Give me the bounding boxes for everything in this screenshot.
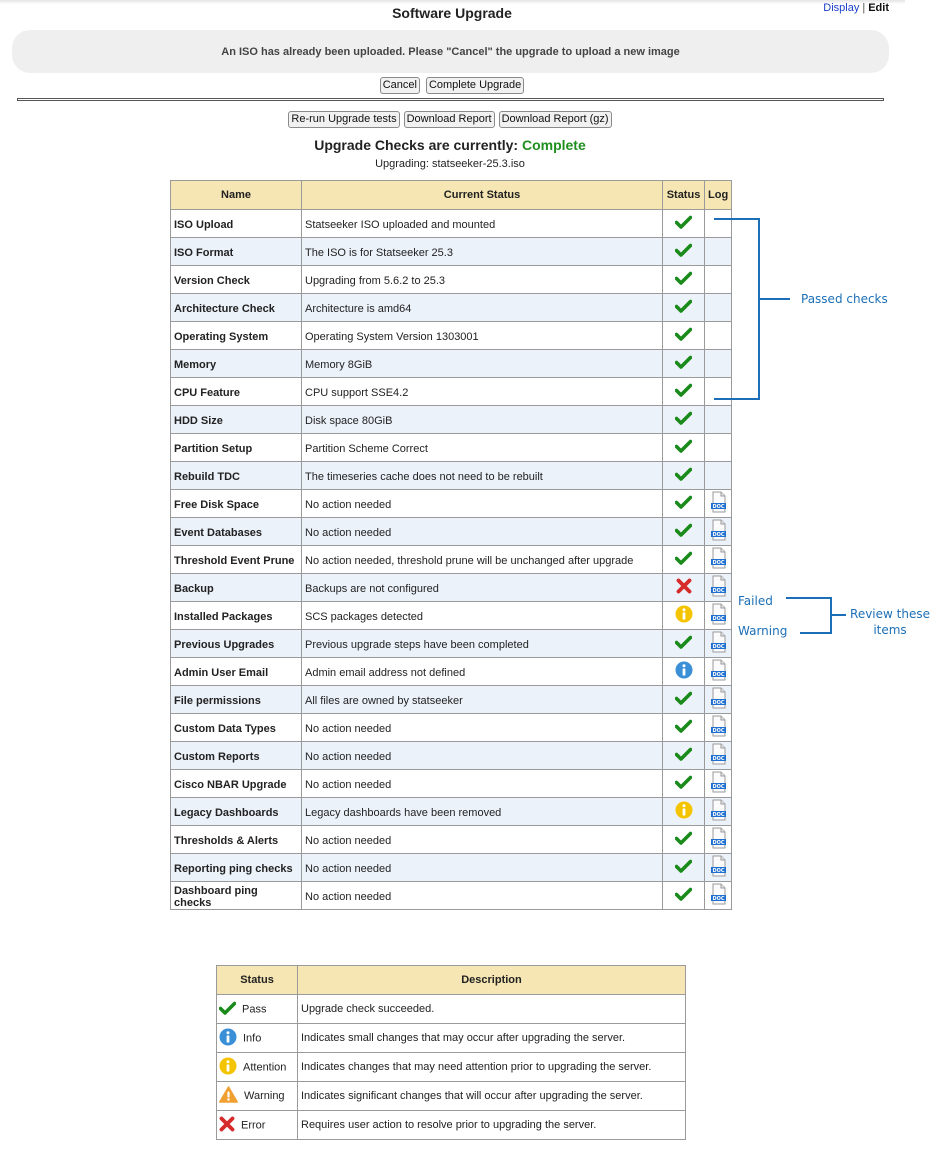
view-links-separator: |	[862, 2, 866, 14]
legend-status-label: Warning	[244, 1089, 285, 1102]
check-current-status: Admin email address not defined	[302, 658, 663, 686]
check-status	[663, 294, 705, 322]
check-status	[663, 798, 705, 826]
legend-status-label: Pass	[242, 1002, 267, 1015]
log-document-icon[interactable]	[710, 715, 727, 740]
top-shadow	[0, 0, 905, 4]
table-row	[171, 462, 732, 490]
check-name: Event Databases	[171, 518, 302, 546]
check-name: HDD Size	[171, 406, 302, 434]
check-status	[663, 238, 705, 266]
check-current-status: No action needed, threshold prune will be unchanged after upgrade	[302, 546, 663, 574]
check-log[interactable]	[705, 574, 732, 602]
legend-status	[217, 1053, 298, 1082]
legend-row	[217, 1053, 686, 1082]
upgrade-actions	[0, 75, 904, 94]
check-log[interactable]	[705, 854, 732, 882]
check-log[interactable]	[705, 882, 732, 910]
check-name: File permissions	[171, 686, 302, 714]
check-name: Threshold Event Prune	[171, 546, 302, 574]
table-header-row	[171, 181, 732, 210]
legend-description: Requires user action to resolve prior to upgrading the server.	[298, 1111, 686, 1140]
status-pass-icon	[675, 467, 692, 484]
svg-text:DOC: DOC	[712, 812, 725, 818]
check-status	[663, 546, 705, 574]
download-report-gz-button[interactable]: Download Report (gz)	[499, 111, 612, 128]
check-name: Installed Packages	[171, 602, 302, 630]
status-pass-icon	[675, 299, 692, 316]
status-pass-icon	[675, 719, 692, 736]
upgrading-iso: Upgrading: statseeker-25.3.iso	[375, 158, 525, 170]
checks-heading-label: Upgrade Checks are currently:	[314, 137, 519, 153]
status-pass-icon	[675, 691, 692, 708]
check-current-status: CPU support SSE4.2	[302, 378, 663, 406]
check-status	[663, 490, 705, 518]
view-mode-links	[823, 2, 889, 14]
checks-state: Complete	[521, 137, 586, 153]
check-log[interactable]	[705, 490, 732, 518]
legend-pass-icon	[219, 1001, 236, 1018]
svg-text:DOC: DOC	[712, 896, 725, 902]
check-current-status: No action needed	[302, 854, 663, 882]
check-current-status: No action needed	[302, 742, 663, 770]
check-status	[663, 826, 705, 854]
status-pass-icon	[675, 747, 692, 764]
table-row	[171, 406, 732, 434]
check-name: Partition Setup	[171, 434, 302, 462]
check-name: Previous Upgrades	[171, 630, 302, 658]
table-row	[171, 294, 732, 322]
check-name: Rebuild TDC	[171, 462, 302, 490]
table-row	[171, 826, 732, 854]
check-current-status: The timeseries cache does not need to be rebuilt	[302, 462, 663, 490]
review-bracket-bottom	[800, 632, 832, 634]
table-row	[171, 686, 732, 714]
passed-bracket-bottom	[714, 398, 760, 400]
legend-status	[217, 1111, 298, 1140]
legend-info-icon	[219, 1028, 237, 1049]
legend-description: Upgrade check succeeded.	[298, 995, 686, 1024]
legend-status	[217, 1024, 298, 1053]
check-name: Legacy Dashboards	[171, 798, 302, 826]
check-log	[705, 266, 732, 294]
svg-text:DOC: DOC	[712, 756, 725, 762]
status-pass-icon	[675, 495, 692, 512]
table-row	[171, 714, 732, 742]
log-document-icon[interactable]	[710, 547, 727, 572]
cancel-button[interactable]: Cancel	[380, 77, 420, 94]
passed-bracket-stem	[758, 298, 790, 300]
check-name: Custom Reports	[171, 742, 302, 770]
svg-text:DOC: DOC	[712, 644, 725, 650]
check-name: ISO Upload	[171, 210, 302, 238]
legend-status-label: Attention	[243, 1060, 287, 1073]
download-report-button[interactable]: Download Report	[404, 111, 495, 128]
svg-text:DOC: DOC	[712, 784, 725, 790]
check-log[interactable]	[705, 518, 732, 546]
table-row	[171, 434, 732, 462]
col-status: Status	[663, 181, 705, 210]
status-pass-icon	[675, 383, 692, 400]
log-document-icon[interactable]	[710, 743, 727, 768]
check-status	[663, 350, 705, 378]
log-document-icon[interactable]	[710, 771, 727, 796]
check-log[interactable]	[705, 714, 732, 742]
notice-message: An ISO has already been uploaded. Please "Cancel" the upgrade to upload a new image	[221, 45, 680, 58]
failed-annotation: Failed	[738, 594, 773, 608]
check-current-status: Architecture is amd64	[302, 294, 663, 322]
legend-row	[217, 1024, 686, 1053]
check-log	[705, 350, 732, 378]
check-log[interactable]	[705, 686, 732, 714]
check-status	[663, 322, 705, 350]
log-document-icon[interactable]	[710, 827, 727, 852]
table-row	[171, 490, 732, 518]
table-row	[171, 770, 732, 798]
status-pass-icon	[675, 523, 692, 540]
svg-text:DOC: DOC	[712, 588, 725, 594]
upgrade-checks-table	[170, 180, 732, 910]
legend-row	[217, 1111, 686, 1140]
legend-description: Indicates small changes that may occur after upgrading the server.	[298, 1024, 686, 1053]
passed-checks-annotation: Passed checks	[801, 292, 888, 306]
check-log	[705, 434, 732, 462]
check-status	[663, 854, 705, 882]
check-status	[663, 518, 705, 546]
check-name: Version Check	[171, 266, 302, 294]
check-current-status: Disk space 80GiB	[302, 406, 663, 434]
review-bracket-stem	[830, 614, 846, 616]
table-row	[171, 378, 732, 406]
legend-col-description: Description	[298, 966, 686, 995]
check-name: ISO Format	[171, 238, 302, 266]
check-status	[663, 434, 705, 462]
table-row	[171, 574, 732, 602]
check-status	[663, 462, 705, 490]
check-current-status: No action needed	[302, 826, 663, 854]
table-row	[171, 546, 732, 574]
svg-text:DOC: DOC	[712, 672, 725, 678]
log-document-icon[interactable]	[710, 631, 727, 656]
check-status	[663, 574, 705, 602]
status-attention-icon	[675, 605, 693, 626]
table-row	[171, 742, 732, 770]
check-log[interactable]	[705, 770, 732, 798]
page-title: Software Upgrade	[392, 5, 512, 21]
legend-description: Indicates changes that may need attention prior to upgrading the server.	[298, 1053, 686, 1082]
status-pass-icon	[675, 551, 692, 568]
checks-heading	[0, 137, 900, 153]
log-document-icon[interactable]	[710, 855, 727, 880]
check-log[interactable]	[705, 630, 732, 658]
table-row	[171, 322, 732, 350]
legend-description: Indicates significant changes that will occur after upgrading the server.	[298, 1082, 686, 1111]
status-error-icon	[676, 578, 692, 597]
iso-uploaded-notice	[12, 30, 889, 73]
svg-text:DOC: DOC	[712, 532, 725, 538]
check-status	[663, 770, 705, 798]
col-current-status: Current Status	[302, 181, 663, 210]
table-row	[171, 266, 732, 294]
svg-text:DOC: DOC	[712, 560, 725, 566]
check-current-status: Partition Scheme Correct	[302, 434, 663, 462]
svg-text:DOC: DOC	[712, 616, 725, 622]
check-log	[705, 406, 732, 434]
log-document-icon[interactable]	[710, 883, 727, 908]
check-current-status: All files are owned by statseeker	[302, 686, 663, 714]
check-current-status: The ISO is for Statseeker 25.3	[302, 238, 663, 266]
check-status	[663, 742, 705, 770]
check-name: Reporting ping checks	[171, 854, 302, 882]
check-current-status: No action needed	[302, 882, 663, 910]
review-bracket-top	[786, 597, 832, 599]
legend-row	[217, 1082, 686, 1111]
log-document-icon[interactable]	[710, 575, 727, 600]
check-name: Custom Data Types	[171, 714, 302, 742]
legend-status	[217, 995, 298, 1024]
check-name: Admin User Email	[171, 658, 302, 686]
table-row	[171, 238, 732, 266]
status-pass-icon	[675, 327, 692, 344]
table-row	[171, 798, 732, 826]
check-current-status: Legacy dashboards have been removed	[302, 798, 663, 826]
complete-upgrade-button[interactable]: Complete Upgrade	[426, 77, 524, 94]
check-name: Architecture Check	[171, 294, 302, 322]
check-log[interactable]	[705, 826, 732, 854]
check-log	[705, 238, 732, 266]
check-current-status: Operating System Version 1303001	[302, 322, 663, 350]
status-pass-icon	[675, 831, 692, 848]
check-name: CPU Feature	[171, 378, 302, 406]
svg-text:DOC: DOC	[712, 700, 725, 706]
table-row	[171, 210, 732, 238]
status-pass-icon	[675, 635, 692, 652]
review-items-annotation: Review these items	[850, 607, 930, 637]
table-row	[171, 630, 732, 658]
log-document-icon[interactable]	[710, 687, 727, 712]
check-name: Operating System	[171, 322, 302, 350]
status-attention-icon	[675, 801, 693, 822]
warning-annotation: Warning	[738, 624, 788, 638]
check-name: Dashboard ping checks	[171, 882, 302, 910]
check-name: Thresholds & Alerts	[171, 826, 302, 854]
check-name: Cisco NBAR Upgrade	[171, 770, 302, 798]
check-log[interactable]	[705, 658, 732, 686]
status-pass-icon	[675, 271, 692, 288]
check-status	[663, 658, 705, 686]
display-link[interactable]: Display	[823, 2, 860, 14]
legend-row	[217, 995, 686, 1024]
check-log	[705, 322, 732, 350]
check-status	[663, 406, 705, 434]
check-status	[663, 882, 705, 910]
log-document-icon[interactable]	[710, 603, 727, 628]
svg-text:DOC: DOC	[712, 504, 725, 510]
check-name: Backup	[171, 574, 302, 602]
legend-status	[217, 1082, 298, 1111]
check-current-status: Memory 8GiB	[302, 350, 663, 378]
check-log	[705, 378, 732, 406]
status-pass-icon	[675, 411, 692, 428]
check-current-status: Statseeker ISO uploaded and mounted	[302, 210, 663, 238]
table-row	[171, 350, 732, 378]
check-log	[705, 462, 732, 490]
col-name: Name	[171, 181, 302, 210]
divider	[17, 98, 884, 101]
check-log[interactable]	[705, 546, 732, 574]
check-current-status: Backups are not configured	[302, 574, 663, 602]
check-current-status: Upgrading from 5.6.2 to 25.3	[302, 266, 663, 294]
check-current-status: SCS packages detected	[302, 602, 663, 630]
check-current-status: No action needed	[302, 490, 663, 518]
svg-text:DOC: DOC	[712, 728, 725, 734]
edit-link[interactable]: Edit	[868, 2, 889, 14]
status-pass-icon	[675, 243, 692, 260]
status-pass-icon	[675, 775, 692, 792]
legend-attention-icon	[219, 1057, 237, 1078]
status-pass-icon	[675, 439, 692, 456]
log-document-icon[interactable]	[710, 659, 727, 684]
log-document-icon[interactable]	[710, 799, 727, 824]
status-pass-icon	[675, 887, 692, 904]
check-current-status: No action needed	[302, 770, 663, 798]
check-current-status: Previous upgrade steps have been completed	[302, 630, 663, 658]
check-status	[663, 602, 705, 630]
rerun-tests-button[interactable]: Re-run Upgrade tests	[288, 111, 399, 128]
check-status	[663, 686, 705, 714]
check-log[interactable]	[705, 798, 732, 826]
status-pass-icon	[675, 215, 692, 232]
table-row	[171, 658, 732, 686]
passed-bracket-vertical	[758, 218, 760, 400]
legend-col-status: Status	[217, 966, 298, 995]
status-info-icon	[675, 661, 693, 682]
check-log[interactable]	[705, 742, 732, 770]
check-log	[705, 210, 732, 238]
check-current-status: No action needed	[302, 714, 663, 742]
table-row	[171, 602, 732, 630]
legend-status-label: Error	[241, 1118, 266, 1131]
check-status	[663, 378, 705, 406]
check-name: Free Disk Space	[171, 490, 302, 518]
check-log[interactable]	[705, 602, 732, 630]
passed-bracket-top	[714, 218, 760, 220]
table-row	[171, 882, 732, 910]
table-row	[171, 854, 732, 882]
check-status	[663, 266, 705, 294]
log-document-icon[interactable]	[710, 519, 727, 544]
status-pass-icon	[675, 859, 692, 876]
check-status	[663, 714, 705, 742]
check-name: Memory	[171, 350, 302, 378]
status-pass-icon	[675, 355, 692, 372]
check-status	[663, 210, 705, 238]
log-document-icon[interactable]	[710, 491, 727, 516]
legend-header-row	[217, 966, 686, 995]
report-actions	[0, 109, 900, 128]
check-status	[663, 630, 705, 658]
legend-status-label: Info	[243, 1031, 262, 1044]
check-current-status: No action needed	[302, 518, 663, 546]
svg-text:DOC: DOC	[712, 868, 725, 874]
table-row	[171, 518, 732, 546]
status-legend-table	[216, 965, 686, 1140]
col-log: Log	[705, 181, 732, 210]
legend-error-icon	[219, 1116, 235, 1135]
check-log	[705, 294, 732, 322]
svg-text:DOC: DOC	[712, 840, 725, 846]
legend-warning-icon	[219, 1086, 238, 1106]
